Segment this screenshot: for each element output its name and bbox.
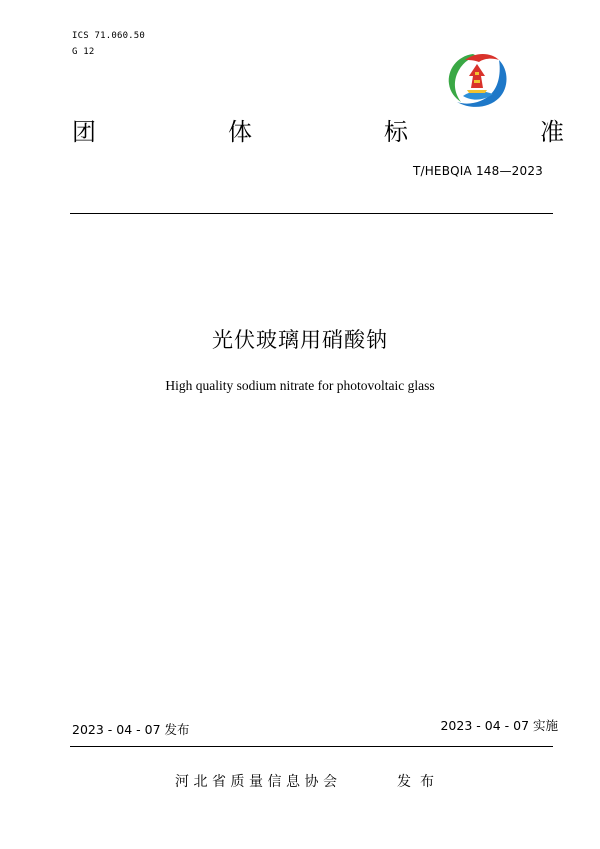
standard-number: T/HEBQIA 148—2023 (412, 164, 543, 178)
standard-type-char: 体 (228, 118, 252, 146)
title-chinese: 光伏玻璃用硝酸钠 (212, 328, 388, 352)
implementation-date: 2023 - 04 - 07 实施 (440, 718, 558, 733)
issue-date: 2023 - 04 - 07 发布 (72, 722, 190, 737)
publish-label: 发布 (397, 774, 443, 790)
title-english: High quality sodium nitrate for photovoltaic glass (165, 378, 435, 393)
top-divider (70, 213, 553, 214)
standard-type-char: 准 (540, 118, 564, 146)
standard-type-heading (72, 116, 564, 148)
standard-type-char: 标 (384, 118, 408, 146)
g-code: G 12 (72, 47, 95, 57)
association-emblem-icon (443, 50, 511, 112)
publisher-name: 河北省质量信息协会 (175, 774, 342, 790)
ics-code: ICS 71.060.50 (72, 31, 146, 41)
bottom-divider (70, 746, 553, 747)
standard-type-char: 团 (72, 118, 96, 146)
